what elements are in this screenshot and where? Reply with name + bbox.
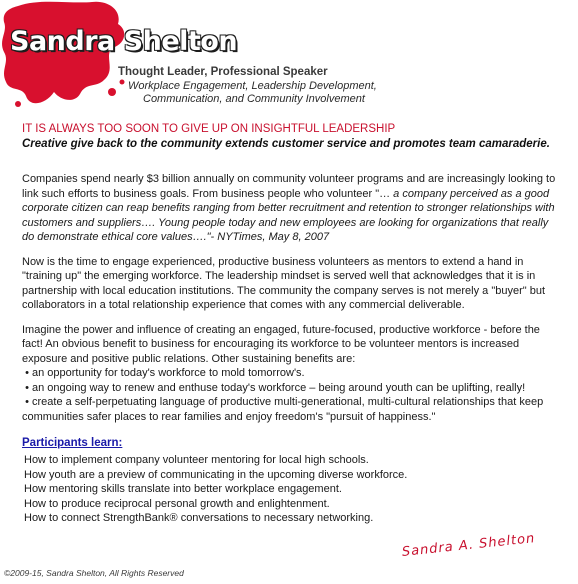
intro-lead: Companies spend nearly $3 billion annually on community volunteer programs and are increasingly looking to link such efforts to business goals. From business people who volunteer "… [22, 173, 556, 200]
red-splash-logo [0, 0, 130, 115]
benefits-paragraph: Imagine the power and influence of creating an engaged, future-focused, productive workforce - before the fact! An obvious benefit to business for encouraging its workforce to be volunteer mentors is increased exposure and positive public relations. Other sustaining benefits are: [22, 323, 540, 365]
intro-paragraph [22, 172, 562, 245]
learn-item: How mentoring skills translate into better workplace engagement. [24, 483, 342, 495]
bullet-icon: • [25, 396, 29, 408]
benefit-item: • create a self-perpetuating language of productive multi-generational, multi-cultural relationships that keep communities safer places to rear families and enjoy freedom's "pursuit of happiness." [22, 396, 544, 423]
benefit-item: • an opportunity for today's workforce to mold tomorrow's. [22, 366, 562, 381]
learn-item: How youth are a preview of communicating in the upcoming diverse workforce. [24, 468, 408, 481]
learn-item: How to connect StrengthBank® conversations to necessary networking. [24, 512, 374, 524]
main-content [22, 122, 562, 526]
bullet-icon: • [25, 381, 29, 394]
focus-line-1: Workplace Engagement, Leadership Development, [128, 80, 377, 92]
brand-name: Sandra Shelton [10, 26, 238, 57]
page-header [0, 0, 578, 115]
learn-list [24, 453, 562, 526]
benefit-item: • an ongoing way to renew and enthuse today's workforce – being around youth can be uplifting, really! [22, 381, 562, 396]
learn-item: How to implement company volunteer mentoring for local high schools. [24, 454, 369, 466]
brand-tagline: Thought Leader, Professional Speaker [118, 66, 328, 78]
mentoring-paragraph: Now is the time to engage experienced, productive business volunteers as mentors to extend a hand in "training up" the emerging workforce. The leadership mindset is served well that acknowledges that it is in partnership with local education institutions. The community the company serves is not merely a "buyer" but collaborators in a total relationship experience that comes with any commercial deliverable. [22, 255, 546, 311]
headline: IT IS ALWAYS TOO SOON TO GIVE UP ON INSIGHTFUL LEADERSHIP [22, 123, 396, 135]
quote-source: "- NYTimes, May 8, 2007 [206, 231, 330, 243]
participants-learn-heading: Participants learn: [22, 437, 123, 449]
nytimes-quote: a company perceived as a good corporate citizen can reap benefits ranging from better recruitment and retention to stronger relationships with customers and suppliers…. Young people today and new employees are looking for organizations that really do demonstrate ethical core values…. [22, 187, 555, 243]
signature: Sandra A. Shelton [401, 531, 537, 560]
copyright-notice: ©2009-15, Sandra Shelton, All Rights Reserved [4, 568, 184, 578]
learn-item: How to produce reciprocal personal growth and enlightenment. [24, 497, 330, 510]
benefits-list [22, 366, 562, 424]
focus-line-2: Communication, and Community Involvement [143, 93, 365, 105]
bullet-icon: • [25, 367, 29, 379]
subheadline: Creative give back to the community extends customer service and promotes team camaraderie. [22, 138, 550, 150]
